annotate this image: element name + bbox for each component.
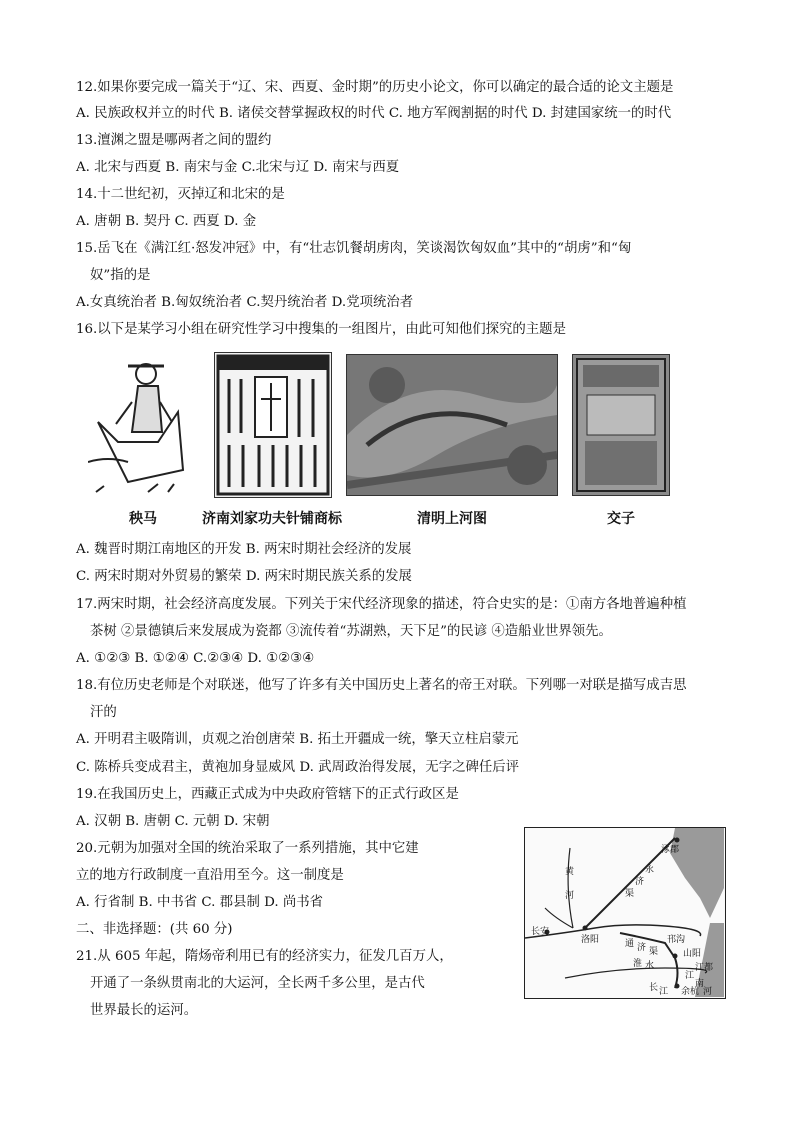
q15-stem-line1: 15.岳飞在《满江红·怒发冲冠》中，有“壮志饥餐胡虏肉，笑谈渴饮匈奴血”其中的“胡虏”和“匈 (76, 241, 632, 256)
q21-line2: 开通了一条纵贯南北的大运河，全长两千多公里，是古代 (90, 976, 425, 991)
map-label-he: 河 (565, 891, 575, 901)
map-label-jiangdu: 江都 (695, 963, 714, 973)
q20-options: A. 行省制 B. 中书省 C. 郡县制 D. 尚书省 (76, 895, 324, 910)
map-label-shui: 水 (645, 961, 655, 971)
q16-options-row1: A. 魏晋时期江南地区的开发 B. 两宋时期社会经济的发展 (76, 542, 412, 557)
map-label-shanyang: 山阳 (683, 949, 702, 959)
section-heading: 二、非选择题：(共 60 分) (76, 922, 233, 937)
map-label-huang: 黄 (565, 867, 575, 877)
q14-options: A. 唐朝 B. 契丹 C. 西夏 D. 金 (76, 214, 257, 229)
caption-needle-shop: 济南刘家功夫针铺商标 (202, 511, 342, 527)
q13-options: A. 北宋与西夏 B. 南宋与金 C.北宋与辽 D. 南宋与西夏 (76, 160, 400, 175)
map-label-ji2: 济 (637, 943, 647, 953)
q17-stem-line1: 17.两宋时期，社会经济高度发展。下列关于宋代经济现象的描述，符合史实的是：①南方各地普遍种植 (76, 597, 687, 612)
q17-options: A. ①②③ B. ①②④ C.②③④ D. ①②③④ (76, 651, 315, 666)
map-label-hangou: 邗沟 (667, 935, 686, 945)
map-label-luoyang: 洛阳 (581, 935, 600, 945)
q20-stem-line1: 20.元朝为加强对全国的统治采取了一系列措施，其中它建 (76, 841, 419, 856)
q19-stem: 19.在我国历史上，西藏正式成为中央政府管辖下的正式行政区是 (76, 787, 459, 802)
caption-qingming: 清明上河图 (417, 511, 487, 527)
yangma-image (88, 352, 198, 500)
q15-stem-line2: 奴”指的是 (90, 268, 151, 283)
map-label-tong: 通 (625, 939, 635, 949)
q14-stem: 14.十二世纪初，灭掉辽和北宋的是 (76, 187, 285, 202)
map-label-huai: 淮 (633, 959, 643, 969)
q16-options-row2: C. 两宋时期对外贸易的繁荣 D. 两宋时期民族关系的发展 (76, 569, 412, 584)
needle-shop-trademark-image (214, 352, 332, 498)
q19-options: A. 汉朝 B. 唐朝 C. 元朝 D. 宋朝 (76, 814, 270, 829)
q20-stem-line2: 立的地方行政制度一直沿用至今。这一制度是 (76, 868, 344, 883)
q18-options-row2: C. 陈桥兵变成君主，黄袍加身显威风 D. 武周政治得发展，无字之碑任后评 (76, 760, 520, 775)
map-label-qu: 渠 (625, 889, 635, 899)
q16-stem: 16.以下是某学习小组在研究性学习中搜集的一组图片，由此可知他们探究的主题是 (76, 322, 566, 337)
map-label-qu2: 渠 (649, 947, 659, 957)
map-label-nan: 南 (695, 979, 705, 989)
q18-stem-line1: 18.有位历史老师是个对联迷，他写了许多有关中国历史上著名的帝王对联。下列哪一对联是描写成吉思 (76, 678, 687, 693)
q18-stem-line2: 汗的 (90, 705, 117, 720)
map-label-jiang: 江 (685, 971, 695, 981)
q12-options: A. 民族政权并立的时代 B. 诸侯交替掌握政权的时代 C. 地方军阀割据的时代 D. 封建国家统一的时代 (76, 106, 672, 121)
q18-options-row1: A. 开明君主吸隋训，贞观之治创唐荣 B. 拓土开疆成一统，擎天立柱启蒙元 (76, 732, 519, 747)
q15-options: A.女真统治者 B.匈奴统治者 C.契丹统治者 D.党项统治者 (76, 295, 414, 310)
grand-canal-map (524, 827, 726, 999)
map-label-ji: 济 (635, 877, 645, 887)
jiaozi-image (572, 354, 670, 496)
map-label-he2: 河 (703, 987, 713, 997)
q21-line1: 21.从 605 年起，隋炀帝利用已有的经济实力，征发几百万人， (76, 949, 453, 964)
q21-line3: 世界最长的运河。 (90, 1003, 198, 1018)
map-label-chang: 长 (649, 983, 659, 993)
map-label-yuhang: 余杭 (681, 987, 700, 997)
map-label-jiang2: 江 (659, 987, 669, 997)
q12-stem: 12.如果你要完成一篇关于“辽、宋、西夏、金时期”的历史小论文，你可以确定的最合适的论文主题是 (76, 80, 674, 95)
q13-stem: 13.澶渊之盟是哪两者之间的盟约 (76, 133, 272, 148)
qingming-painting-image (346, 354, 558, 496)
q17-stem-line2: 茶树 ②景德镇后来发展成为瓷都 ③流传着“苏湖熟，天下足”的民谚 ④造船业世界领先。 (90, 624, 612, 639)
caption-jiaozi: 交子 (607, 511, 635, 527)
map-label-yong: 永 (645, 865, 655, 875)
map-label-zhuojun: 涿郡 (661, 845, 680, 855)
map-label-changan: 长安 (531, 927, 550, 937)
caption-yangma: 秧马 (129, 511, 157, 527)
